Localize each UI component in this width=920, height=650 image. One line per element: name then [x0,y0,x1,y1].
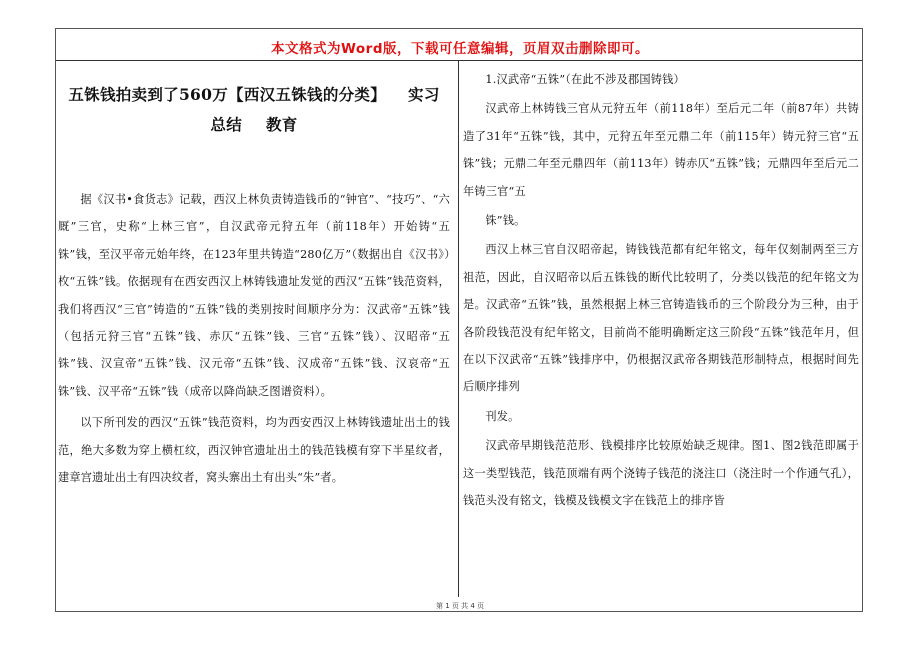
column-divider [458,61,459,597]
paragraph: 据《汉书•食货志》记载，西汉上林负责铸造钱币的“钟官”、“技巧”、“六厩”三官，史称“上林三官”，自汉武帝元狩五年（前118年）开始铸“五铢”钱，至汉平帝元始年终，在123年里共铸造“280亿万”（数据出自《汉书》）枚“五铢”钱。依据现有在西安西汉上林铸钱遗址发觉的西汉“五铢”钱范资料，我们将西汉“三官”铸造的“五铢”钱的类别按时间顺序分为：汉武帝“五铢”钱（包括元狩三官“五铢”钱、赤仄“五铢”钱、三官“五铢”钱）、汉昭帝“五铢”钱、汉宣帝“五铢”钱、汉元帝“五铢”钱、汉成帝“五铢”钱、汉哀帝“五铢”钱、汉平帝“五铢”钱（成帝以降尚缺乏图谱资料）。 [58,193,450,398]
section-heading: 1.汉武帝“五铢”（在此不涉及郡国铸钱） [485,73,685,86]
header-banner: 本文格式为Word版，下载可任意编辑，页眉双击删除即可。 [270,41,649,57]
right-column [463,66,859,517]
header-rule [56,60,862,61]
title-tail: 实习 [408,85,440,104]
paragraph: 汉武帝早期钱范范形、钱模排序比较原始缺乏规律。图1、图2钱范即属于这一类型钱范，钱范顶端有两个浇铸子钱范的浇注口（浇注时一个作通气孔），钱范头没有铭文，钱模及钱模文字在钱范上的排序皆 [463,439,859,508]
paragraph: 汉武帝上林铸钱三官从元狩五年（前118年）至后元二年（前87年）共铸造了31年“五铢”钱，其中，元狩五年至元鼎二年（前115年）铸元狩三官“五铢”钱；元鼎二年至元鼎四年（前113年）铸赤仄“五铢”钱；元鼎四年至后元二年铸三官“五 [463,102,859,198]
document-title [58,80,450,140]
paragraph: 铢”钱。 [485,214,526,228]
title-line-1 [58,80,450,110]
title-line-2 [58,110,450,140]
page-footer: 第 1 页 共 4 页 [435,602,485,610]
paragraph: 刊发。 [485,409,520,423]
paragraph: 以下所刊发的西汉“五铢”钱范资料，均为西安西汉上林铸钱遗址出土的钱范，绝大多数为穿上横杠纹，西汉钟官遗址出土的钱范钱模有穿下半星纹者，建章宫遗址出土有四决纹者，窝头寨出土有出头“朱”者。 [58,416,450,485]
title-word-b: 教育 [266,115,298,134]
title-word-a: 总结 [210,115,242,134]
paragraph: 西汉上林三官自汉昭帝起，铸钱钱范都有纪年铭文，每年仅刻制两至三方祖范，因此，自汉昭帝以后五铢钱的断代比较明了，分类以钱范的纪年铭文为是。汉武帝“五铢”钱，虽然根据上林三官铸造钱币的三个阶段分为三种，由于各阶段钱范没有纪年铭文，目前尚不能明确断定这三阶段“五铢”钱范年月，但在以下汉武帝“五铢”钱排序中，仍根据汉武帝各期钱范形制特点，根据时间先后顺序排列 [463,243,859,394]
title-main: 五铢钱拍卖到了560万【西汉五铢钱的分类】 [68,85,387,104]
left-column [58,80,450,491]
